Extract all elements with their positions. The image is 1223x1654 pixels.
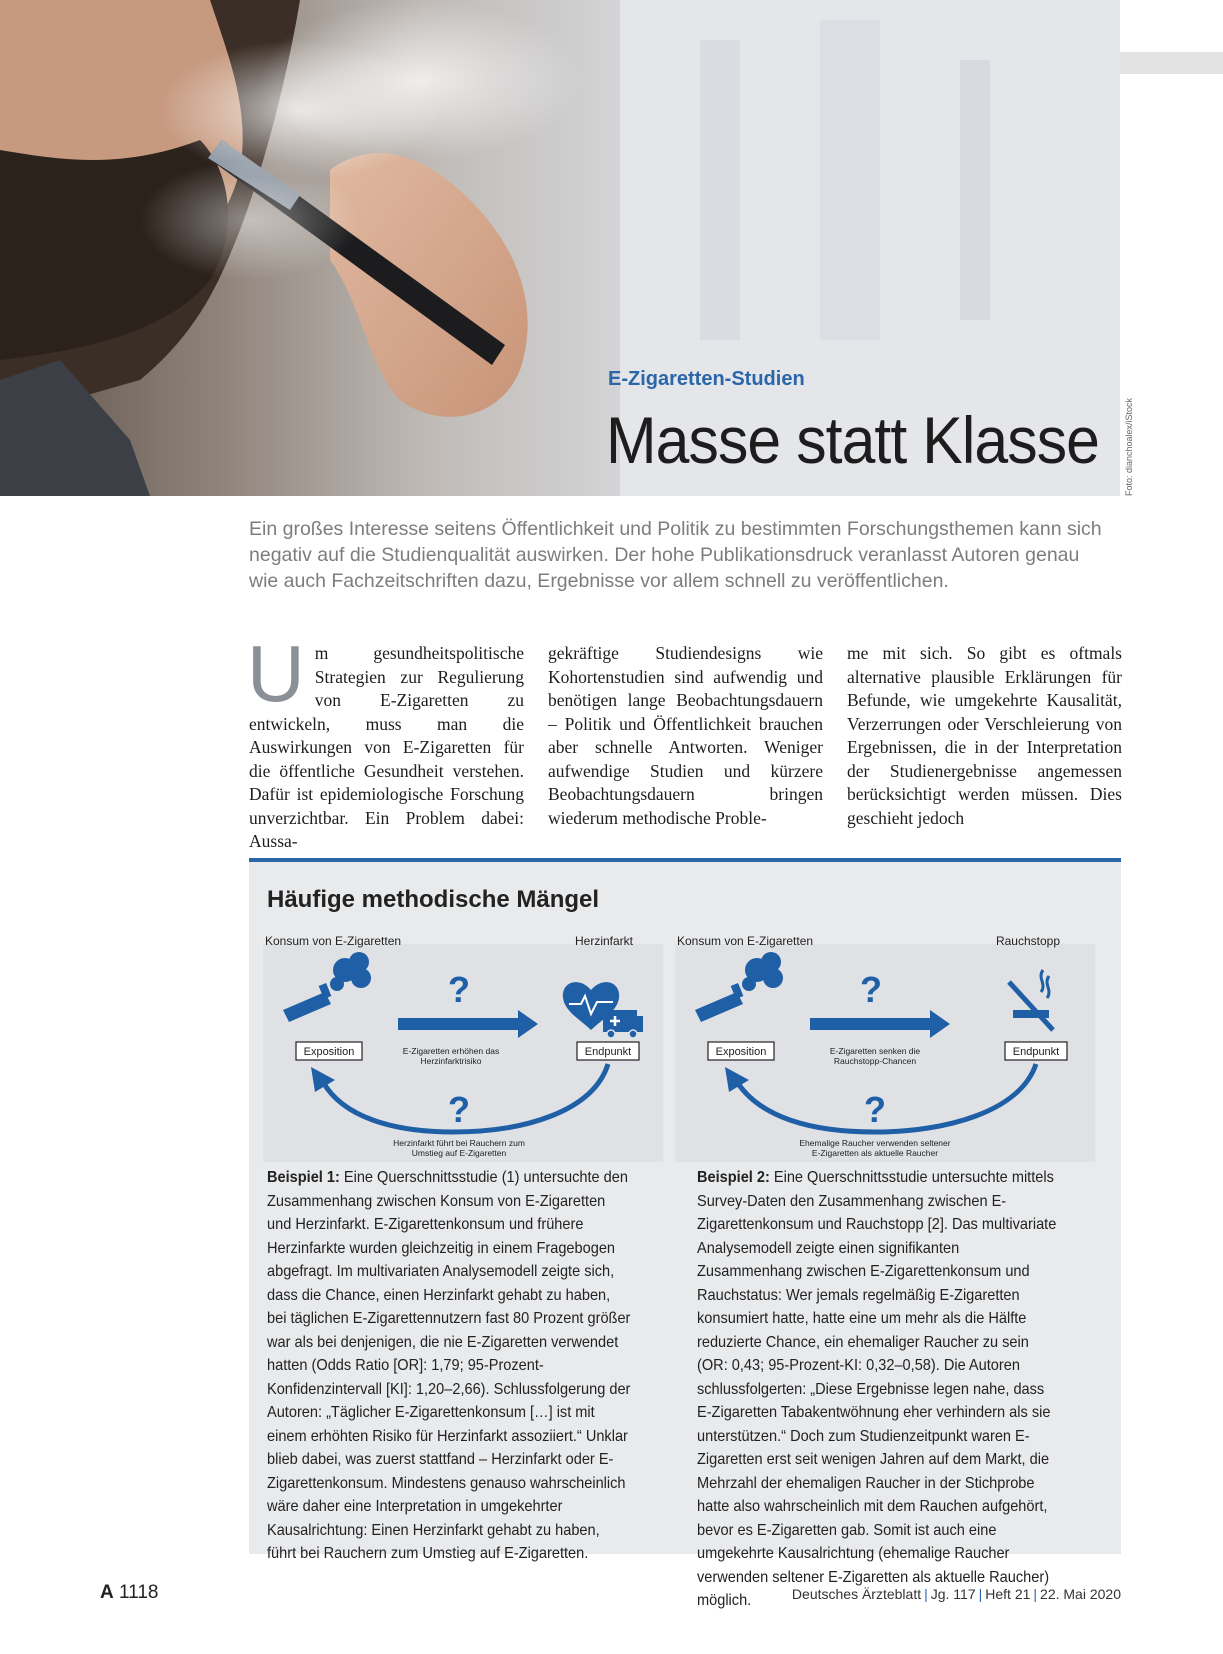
diagram-1-forward-line1: E-Zigaretten erhöhen das — [402, 1046, 500, 1056]
page-prefix: A — [100, 1582, 114, 1603]
article-title: Masse statt Klasse — [606, 403, 1100, 477]
footer-source: Deutsches Ärzteblatt | Jg. 117 | Heft 21 | 22. Mai 2020 — [791, 1586, 1121, 1602]
example-1 — [267, 1166, 631, 1566]
footer-issue: Heft 21 — [985, 1586, 1031, 1602]
question-mark-icon: ? — [448, 1089, 470, 1130]
page-number — [100, 1582, 158, 1604]
diagram-2-exposition: Exposition — [715, 1046, 767, 1058]
body-column-2: gekräftige Studiendesigns wie Kohortenstudien sind aufwendig und benötigen lange Beobachtungsdauern – Politik und Öffentlichkeit brauchen aber schnelle Antworten. Weniger aufwendige Studien und kürzere Beobachtungsdauern bringen wiederum methodische Proble- — [548, 643, 823, 828]
diagram-1-left-label: Konsum von E-Zigaretten — [265, 934, 402, 948]
causality-diagrams — [263, 932, 1113, 1162]
question-mark-icon: ? — [448, 969, 470, 1010]
diagram-2 — [675, 934, 1095, 1162]
footer-volume: Jg. 117 — [930, 1586, 976, 1602]
body-column-1 — [247, 629, 524, 854]
footer-date: 22. Mai 2020 — [1040, 1586, 1121, 1602]
diagram-2-right-label: Rauchstopp — [995, 934, 1060, 948]
diagram-1 — [263, 934, 663, 1162]
page-number-value: 1118 — [119, 1582, 159, 1603]
diagram-1-right-label: Herzinfarkt — [574, 934, 633, 948]
question-mark-icon: ? — [860, 969, 882, 1010]
body-column-3: me mit sich. So gibt es oftmals alternative plausible Erklärungen für Befunde, wie umgekehrte Kausalität, Verzerrungen oder Verschleierung von Ergebnissen, die in der Interpretation der Studienergebnisse angemessen berücksichtigt werden müssen. Dies geschieht jedoch — [847, 643, 1122, 828]
example-1-label: Beispiel 1: — [267, 1169, 340, 1186]
example-2-label: Beispiel 2: — [697, 1169, 770, 1186]
question-mark-icon: ? — [864, 1089, 886, 1130]
diagram-1-endpunkt: Endpunkt — [584, 1046, 632, 1058]
diagram-2-left-label: Konsum von E-Zigaretten — [677, 934, 814, 948]
diagram-2-endpunkt: Endpunkt — [1012, 1046, 1060, 1058]
diagram-2-reverse-line2: E-Zigaretten als aktuelle Raucher — [811, 1148, 939, 1158]
footer-journal: Deutsches Ärzteblatt — [791, 1586, 922, 1602]
info-box-title: Häufige methodische Mängel — [267, 886, 600, 913]
diagram-1-reverse-line1: Herzinfarkt führt bei Rauchern zum — [393, 1138, 525, 1148]
diagram-1-reverse-line2: Umstieg auf E-Zigaretten — [411, 1148, 507, 1158]
top-right-bar — [1120, 52, 1223, 74]
article-kicker: E-Zigaretten-Studien — [608, 368, 805, 390]
diagram-1-forward-line2: Herzinfarktrisiko — [420, 1056, 482, 1066]
diagram-2-forward-line1: E-Zigaretten senken die — [829, 1046, 921, 1056]
example-2 — [697, 1166, 1061, 1613]
photo-credit: Foto: dianchoalex/iStock — [1124, 397, 1134, 496]
article-lead: Ein großes Interesse seitens Öffentlichkeit und Politik zu bestimmten Forschungsthemen kann sich negativ auf die Studienqualität auswirken. Der hohe Publikationsdruck veranlasst Autoren genau wie auch Fachzeitschriften dazu, Ergebnisse vor allem schnell zu veröffentlichen. — [249, 518, 1102, 592]
diagram-2-reverse-line1: Ehemalige Raucher verwenden seltener — [799, 1138, 951, 1148]
example-1-text: Eine Querschnittsstudie (1) untersuchte den Zusammenhang zwischen Konsum von E-Zigaretten und Herzinfarkt. E-Zigarettenkonsum und frühere Herzinfarkte wurden gleichzeitig in einem Fragebogen abgefragt. Im multivariaten Analysemodell zeigte sich, dass die Chance, einen Herzinfarkt gehabt zu haben, bei täglichen E-Zigarettennutzern fast 80 Prozent größer war als bei denjenigen, die nie E-Zigaretten verwendet hatten (Odds Ratio [OR]: 1,79; 95-Prozent-Konfidenzintervall [KI]: 1,20–2,66). Schlussfolgerung der Autoren: „Täglicher E-Zigarettenkonsum […] ist mit einem erhöhten Risiko für Herzinfarkt assoziiert.“ Unklar blieb dabei, was zuerst stattfand – Herzinfarkt oder E-Zigarettenkonsum. Mindestens genauso wahrscheinlich wäre daher eine Interpretation in umgekehrter Kausalrichtung: Einen Herzinfarkt gehabt zu haben, führt bei Rauchern zum Umstieg auf E-Zigaretten. — [267, 1169, 631, 1562]
diagram-1-exposition: Exposition — [303, 1046, 355, 1058]
example-2-text: Eine Querschnittsstudie untersuchte mittels Survey-Daten den Zusammenhang zwischen E-Zigarettenkonsum und Rauchstopp [2]. Das multivariate Analysemodell zeigte einen signifikanten Zusammenhang zwischen E-Zigarettenkonsum und Rauchstatus: Wer jemals regelmäßig E-Zigaretten konsumiert hatte, hatte eine um mehr als die Hälfte reduzierte Chance, ein ehemaliger Raucher zu sein (OR: 0,43; 95-Prozent-KI: 0,32–0,58). Die Autoren schlussfolgerten: „Diese Ergebnisse legen nahe, dass E-Zigaretten Tabakentwöhnung eher verhindern als sie unterstützen.“ Doch zum Studienzeitpunkt waren E-Zigaretten erst seit wenigen Jahren auf dem Markt, die Mehrzahl der ehemaligen Raucher in der Stichprobe hatte also wahrscheinlich mit dem Rauchen aufgehört, bevor es E-Zigaretten gab. Somit ist auch eine umgekehrte Kausalrichtung (ehemalige Raucher verwenden seltener E-Zigaretten als aktuelle Raucher) möglich. — [697, 1169, 1057, 1609]
diagram-2-forward-line2: Rauchstopp-Chancen — [833, 1056, 917, 1066]
body-column-1-text: m gesundheitspolitische Strategien zur Regulierung von E-Zigaretten zu entwickeln, muss man die Auswirkungen von E-Zigaretten für die öffentliche Gesundheit verstehen. Dafür ist epidemiologische Forschung unverzichtbar. Ein Problem dabei: Aussa- — [249, 643, 524, 851]
dropcap: U — [247, 629, 305, 718]
